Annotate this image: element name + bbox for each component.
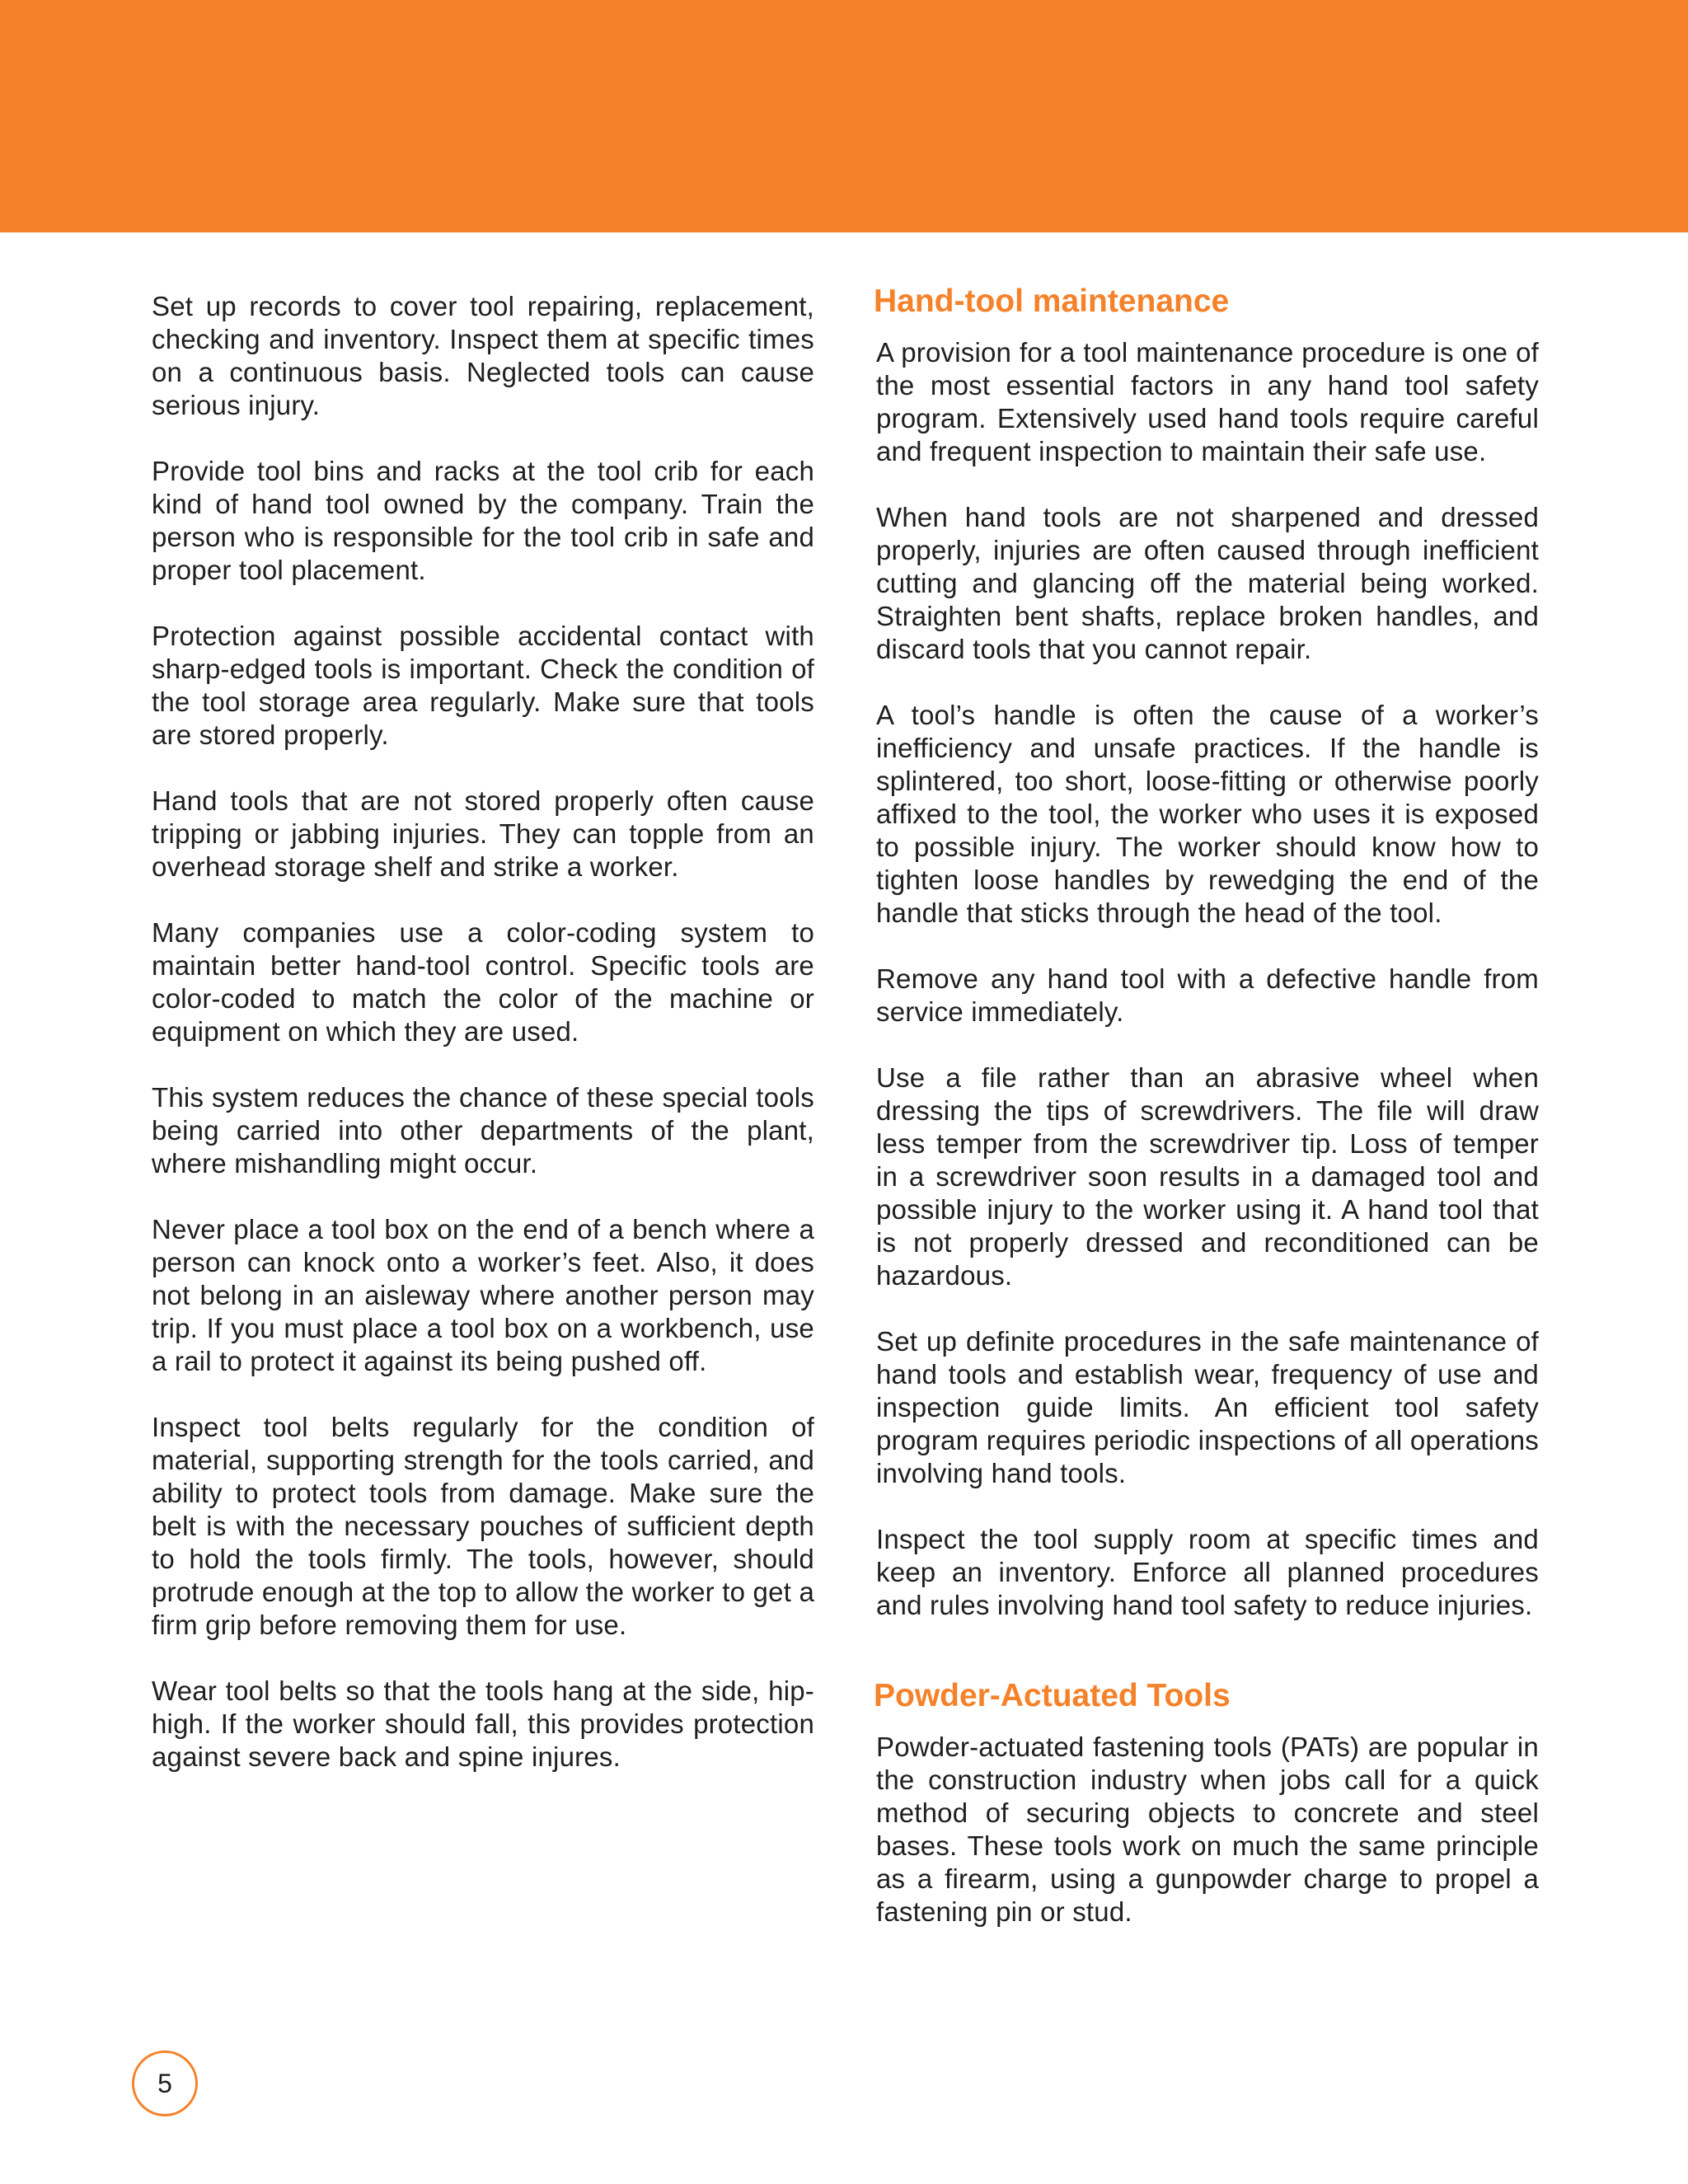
paragraph: Inspect the tool supply room at specific times and keep an inventory. Enforce all planned procedures and rules involving hand tool safety to reduce injuries. <box>876 1524 1539 1620</box>
powder-actuated-tools-heading: Powder-Actuated Tools <box>874 1678 1231 1713</box>
paragraph: Set up records to cover tool repairing, replacement, checking and inventory. Inspect them at specific times on a continuous basis. Neglected tools can cause serious injury. <box>152 291 814 420</box>
paragraph: This system reduces the chance of these special tools being carried into other departments of the plant, where mishandling might occur. <box>152 1082 814 1179</box>
paragraph: Inspect tool belts regularly for the condition of material, supporting strength for the tools carried, and ability to protect tools from damage. Make sure the belt is with the necessary pouches of sufficient depth to hold the tools firmly. The tools, however, should protrude enough at the top to allow the worker to get a firm grip before removing them for use. <box>152 1412 814 1640</box>
paragraph: Wear tool belts so that the tools hang at the side, hip-high. If the worker should fall, this provides protection against severe back and spine injures. <box>152 1675 814 1772</box>
paragraph: Never place a tool box on the end of a bench where a person can knock onto a worker’s feet. Also, it does not belong in an aisleway where another person may trip. If you must place a tool box on a workbench, use a rail to protect it against its being pushed off. <box>152 1214 814 1376</box>
page-number: 5 <box>157 2068 172 2098</box>
left-column <box>152 290 814 1807</box>
paragraph: A provision for a tool maintenance procedure is one of the most essential factors in any hand tool safety program. Extensively used hand tools require careful and frequent inspection to maintain their safe use. <box>876 337 1539 466</box>
hand-tool-maintenance-heading: Hand-tool maintenance <box>874 284 1230 319</box>
paragraph: A tool’s handle is often the cause of a worker’s inefficiency and unsafe practices. If the handle is splintered, too short, loose-fitting or otherwise poorly affixed to the tool, the worker who uses it is exposed to possible injury. The worker should know how to tighten loose handles by rewedging the end of the handle that sticks through the head of the tool. <box>876 700 1539 928</box>
paragraph: Protection against possible accidental contact with sharp-edged tools is important. Check the condition of the tool storage area regularly. Make sure that tools are stored properly. <box>152 621 814 750</box>
page-number-badge <box>132 2050 198 2116</box>
paragraph: Many companies use a color-coding system to maintain better hand-tool control. Specific tools are color-coded to match the color of the machine or equipment on which they are used. <box>152 917 814 1047</box>
paragraph: Powder-actuated fastening tools (PATs) are popular in the construction industry when jobs call for a quick method of securing objects to concrete and steel bases. These tools work on much the same principle as a firearm, using a gunpowder charge to propel a fastening pin or stud. <box>876 1732 1539 1927</box>
header-band <box>0 0 1688 232</box>
paragraph: Use a file rather than an abrasive wheel when dressing the tips of screwdrivers. The file will draw less temper from the screwdriver tip. Loss of temper in a screwdriver soon results in a damaged tool and possible injury to the worker using it. A hand tool that is not properly dressed and reconditioned can be hazardous. <box>876 1062 1539 1291</box>
paragraph: When hand tools are not sharpened and dressed properly, injuries are often caused through inefficient cutting and glancing off the material being worked. Straighten bent shafts, replace broken handles, and discard tools that you cannot repair. <box>876 502 1539 664</box>
paragraph: Remove any hand tool with a defective handle from service immediately. <box>876 963 1539 1027</box>
paragraph: Set up definite procedures in the safe maintenance of hand tools and establish wear, frequency of use and inspection guide limits. An efficient tool safety program requires periodic inspections of all operations involving hand tools. <box>876 1326 1539 1488</box>
right-column <box>876 282 1539 1961</box>
paragraph: Provide tool bins and racks at the tool crib for each kind of hand tool owned by the company. Train the person who is responsible for the tool crib in safe and proper tool placement. <box>152 456 814 585</box>
paragraph: Hand tools that are not stored properly often cause tripping or jabbing injuries. They can topple from an overhead storage shelf and strike a worker. <box>152 785 814 882</box>
